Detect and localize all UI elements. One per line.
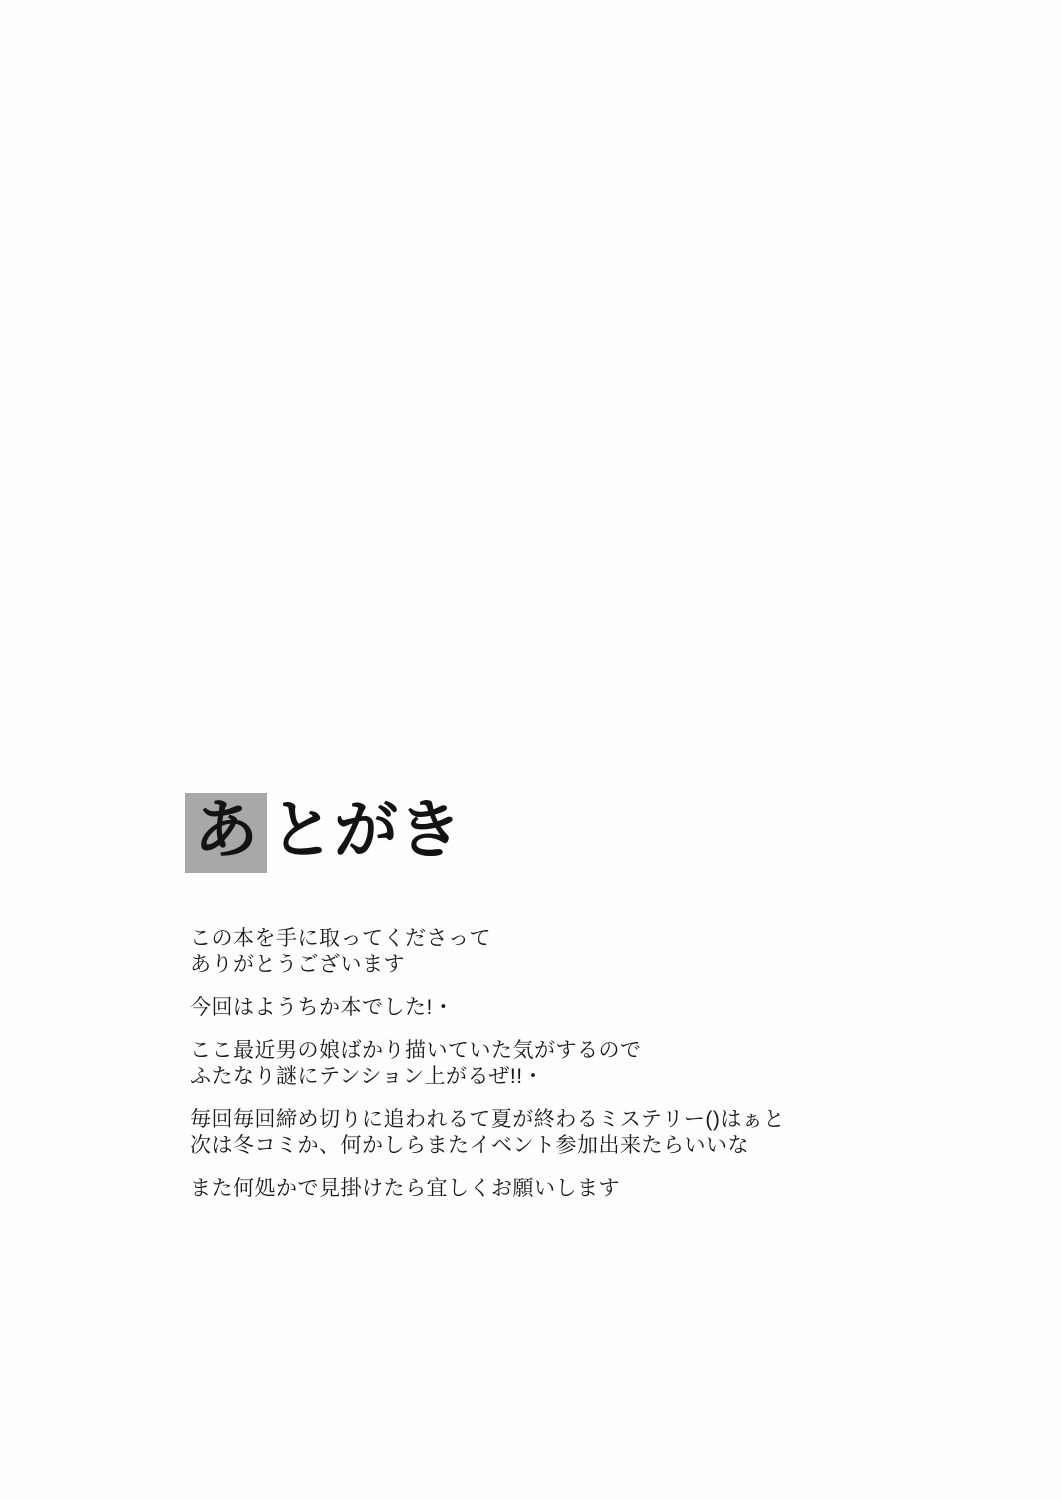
- text-line: 毎回毎回締め切りに追われるて夏が終わるミステリー()はぁと: [190, 1108, 785, 1131]
- text-line: ありがとうございます: [190, 953, 405, 976]
- text-line: ここ最近男の娘ばかり描いていた気がするので: [190, 1039, 642, 1062]
- page-title: [185, 788, 462, 873]
- text-line: 今回はようちか本でした!・: [190, 996, 455, 1019]
- paragraph-this-book: [190, 995, 910, 1021]
- text-line: 次は冬コミか、何かしらまたイベント参加出来たらいいな: [190, 1134, 749, 1157]
- paragraph-deadlines: [190, 1107, 910, 1159]
- afterword-text: [190, 926, 910, 1219]
- text-line: ふたなり謎にテンション上がるぜ!!・: [190, 1065, 545, 1088]
- text-line: この本を手に取ってくださって: [190, 927, 491, 950]
- title-highlighted-char: あ: [185, 793, 267, 873]
- title-rest: とがき: [270, 794, 462, 866]
- paragraph-farewell: [190, 1176, 910, 1202]
- paragraph-thanks: [190, 926, 910, 978]
- text-line: また何処かで見掛けたら宜しくお願いします: [190, 1177, 620, 1200]
- paragraph-recently: [190, 1038, 910, 1090]
